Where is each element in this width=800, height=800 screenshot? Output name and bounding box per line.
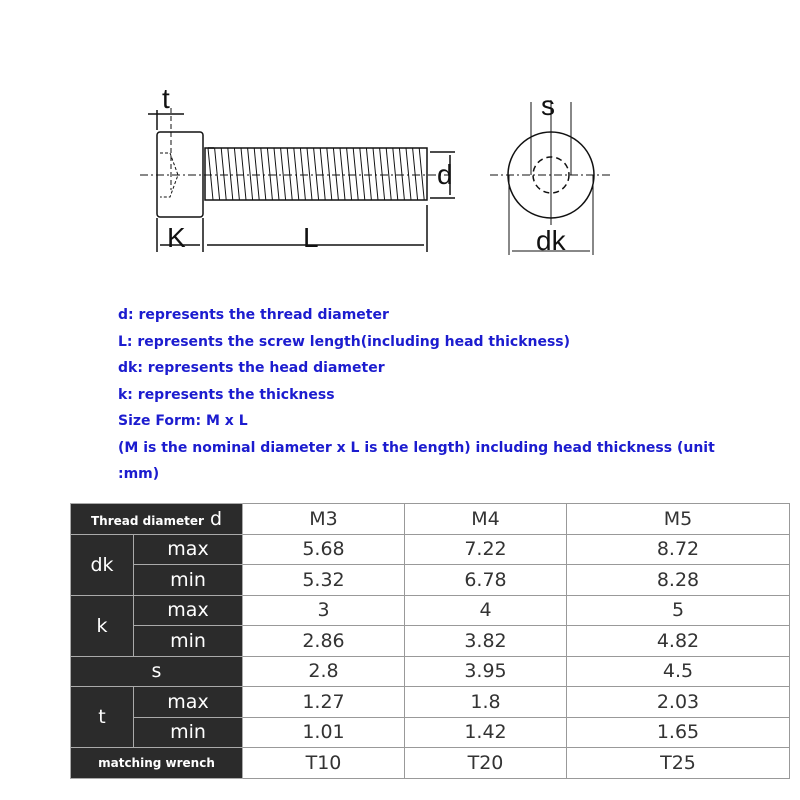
- table-row: [71, 595, 790, 626]
- thread-diameter-header: Thread diameter d: [71, 504, 243, 535]
- table-row: [71, 504, 790, 535]
- thread-line: [320, 148, 325, 200]
- sub-header: min: [134, 626, 243, 657]
- thread-line: [221, 148, 226, 200]
- table-row: [71, 656, 790, 687]
- note: Size Form: M x L: [118, 413, 248, 429]
- cell: 3.95: [405, 656, 567, 687]
- note: (M is the nominal diameter x L is the length) including head thickness (unit: [118, 439, 715, 456]
- sub-header: max: [134, 534, 243, 565]
- thread-line: [413, 148, 418, 200]
- note: :mm): [118, 466, 160, 482]
- thread-line: [393, 148, 398, 200]
- row-header: dk: [71, 534, 134, 595]
- label-d: d: [437, 159, 453, 190]
- cell: T20: [405, 748, 567, 779]
- thread-line: [406, 148, 411, 200]
- thread-line: [248, 148, 253, 200]
- thread-line: [333, 148, 338, 200]
- cell: 3.82: [405, 626, 567, 657]
- cell: 4: [405, 595, 567, 626]
- cell: 5.32: [243, 565, 405, 596]
- cell: 1.65: [567, 717, 790, 748]
- screw-diagram: [0, 0, 800, 300]
- cell: 1.27: [243, 687, 405, 718]
- table-row: [71, 626, 790, 657]
- thread-line: [287, 148, 292, 200]
- thread-line: [261, 148, 266, 200]
- thread-line: [215, 148, 220, 200]
- cell: 8.28: [567, 565, 790, 596]
- note: dk: represents the head diameter: [118, 360, 385, 376]
- row-header: t: [71, 687, 134, 748]
- cell: 8.72: [567, 534, 790, 565]
- thread-line: [208, 148, 213, 200]
- thread-line: [314, 148, 319, 200]
- cell: 1.8: [405, 687, 567, 718]
- label-dk: dk: [536, 225, 566, 256]
- cell: 1.01: [243, 717, 405, 748]
- sub-header: max: [134, 595, 243, 626]
- thread-line: [294, 148, 299, 200]
- thread-line: [399, 148, 404, 200]
- table-row: [71, 565, 790, 596]
- thread-line: [386, 148, 391, 200]
- notes: [118, 302, 718, 488]
- thread-line: [373, 148, 378, 200]
- thread-line: [300, 148, 305, 200]
- cell: 4.82: [567, 626, 790, 657]
- note: d: represents the thread diameter: [118, 307, 389, 323]
- sub-header: min: [134, 717, 243, 748]
- cell: 4.5: [567, 656, 790, 687]
- thread-line: [274, 148, 279, 200]
- label-k: K: [167, 222, 186, 253]
- note: L: represents the screw length(including head thickness): [118, 333, 571, 350]
- thread-line: [234, 148, 239, 200]
- thread-line: [380, 148, 385, 200]
- cell: 1.42: [405, 717, 567, 748]
- thread-line: [267, 148, 272, 200]
- cell: 2.03: [567, 687, 790, 718]
- table-row: [71, 717, 790, 748]
- cell: T10: [243, 748, 405, 779]
- thread-line: [307, 148, 312, 200]
- thread-line: [241, 148, 246, 200]
- cell: 2.86: [243, 626, 405, 657]
- sub-header: min: [134, 565, 243, 596]
- thread-line: [228, 148, 233, 200]
- thread-line: [419, 148, 424, 200]
- label-s: s: [541, 90, 555, 121]
- thread-line: [254, 148, 259, 200]
- row-header: matching wrench: [71, 748, 243, 779]
- cell: T25: [567, 748, 790, 779]
- table-row: [71, 687, 790, 718]
- cell: 5: [567, 595, 790, 626]
- thread-line: [340, 148, 345, 200]
- row-header: k: [71, 595, 134, 656]
- cell: 2.8: [243, 656, 405, 687]
- thread-line: [360, 148, 365, 200]
- cell: 3: [243, 595, 405, 626]
- spec-table: [70, 503, 790, 779]
- label-t: t: [162, 83, 170, 114]
- thread-line: [347, 148, 352, 200]
- sub-header: max: [134, 687, 243, 718]
- cell: M4: [405, 504, 567, 535]
- label-l: L: [303, 222, 319, 253]
- note: k: represents the thickness: [118, 386, 335, 403]
- thread-line: [281, 148, 286, 200]
- thread-line: [353, 148, 358, 200]
- cell: 5.68: [243, 534, 405, 565]
- cell: M5: [567, 504, 790, 535]
- cell: 6.78: [405, 565, 567, 596]
- cell: M3: [243, 504, 405, 535]
- table-row: [71, 748, 790, 779]
- thread-line: [327, 148, 332, 200]
- table-row: [71, 534, 790, 565]
- cell: 7.22: [405, 534, 567, 565]
- row-header: s: [71, 656, 243, 687]
- thread-line: [366, 148, 371, 200]
